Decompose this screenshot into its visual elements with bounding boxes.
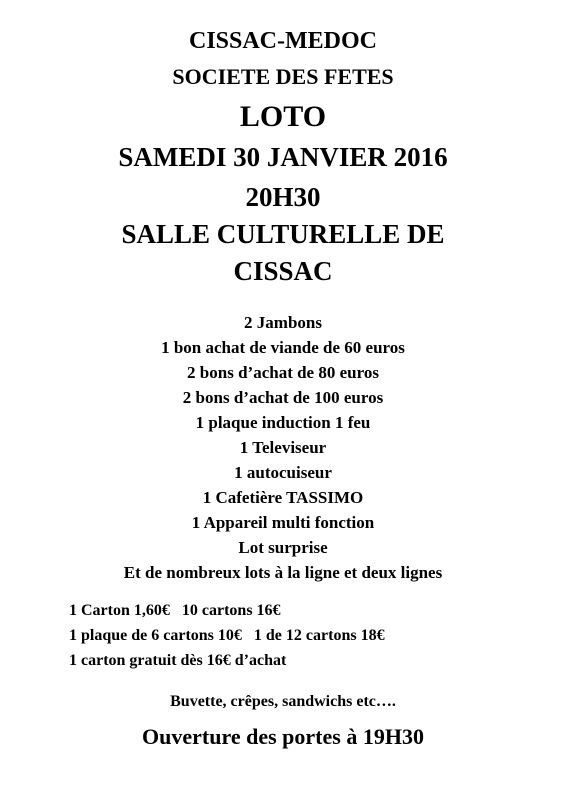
prize-item: 2 bons d’achat de 80 euros	[187, 363, 379, 382]
prize-item: 1 bon achat de viande de 60 euros	[161, 338, 405, 357]
prize-item: Et de nombreux lots à la ligne et deux lignes	[123, 563, 443, 582]
venue-line-1: SALLE CULTURELLE DE	[121, 219, 445, 249]
pricing-plaque-12: 1 de 12 cartons 18€	[253, 627, 385, 644]
prize-item: 1 Cafetière TASSIMO	[202, 488, 364, 507]
prize-item: 2 bons d’achat de 100 euros	[182, 388, 384, 407]
pricing-single-carton: 1 Carton 1,60€	[69, 602, 170, 619]
pricing-plaque-6: 1 plaque de 6 cartons 10€	[69, 627, 242, 644]
event-title: LOTO	[239, 100, 327, 133]
prize-item: 1 Appareil multi fonction	[191, 513, 375, 532]
prize-item: 1 plaque induction 1 feu	[195, 413, 371, 432]
pricing-line-3: 1 carton gratuit dès 16€ d’achat	[69, 652, 287, 669]
doors-opening: Ouverture des portes à 19H30	[142, 724, 424, 749]
prize-item: 1 autocuiseur	[234, 463, 332, 482]
venue-line-2: CISSAC	[233, 256, 333, 286]
town-title: CISSAC-MEDOC	[188, 28, 377, 54]
pricing-line-1	[69, 603, 281, 619]
prize-item: 2 Jambons	[244, 313, 322, 332]
event-time: 20H30	[245, 182, 321, 212]
organizer-title: SOCIETE DES FETES	[172, 64, 394, 89]
prize-item: Lot surprise	[238, 538, 328, 557]
pricing-line-2	[69, 628, 385, 644]
event-date: SAMEDI 30 JANVIER 2016	[118, 142, 448, 172]
pricing-ten-cartons: 10 cartons 16€	[181, 602, 281, 619]
prize-item: 1 Televiseur	[239, 438, 327, 457]
refreshments-note: Buvette, crêpes, sandwichs etc….	[170, 693, 396, 710]
